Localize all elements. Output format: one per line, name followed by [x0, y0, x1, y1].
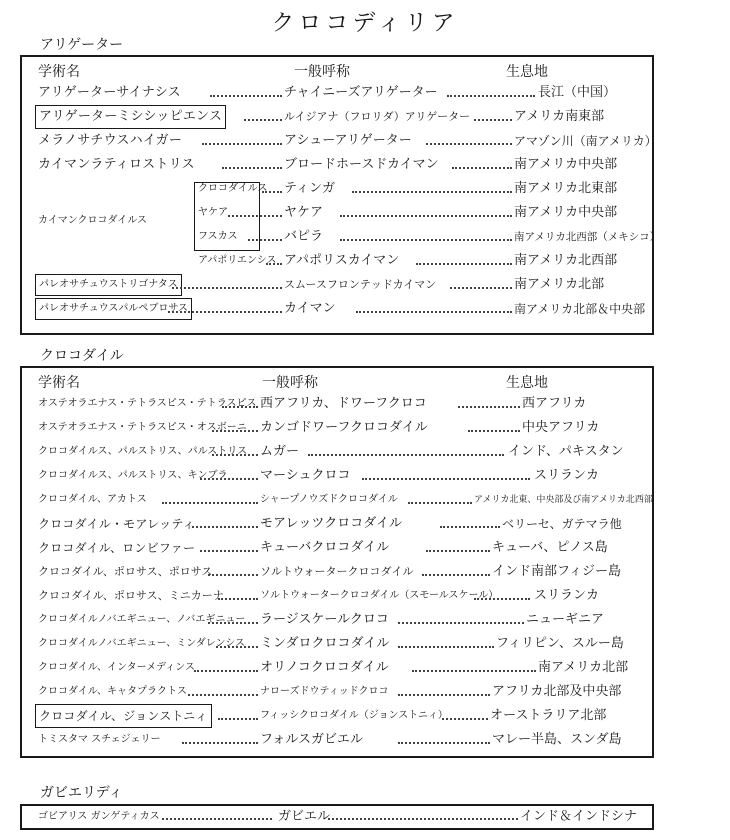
common-name: ルイジアナ（フロリダ）アリゲーター [284, 110, 471, 123]
table-row [22, 249, 656, 273]
common-name: アパポリスカイマン [284, 253, 400, 268]
dotted-leader [422, 574, 490, 576]
dotted-leader [200, 478, 258, 480]
common-name: ラージスケールクロコ [260, 612, 389, 627]
dotted-leader [458, 406, 520, 408]
dotted-leader [308, 454, 504, 456]
dotted-leader [266, 263, 282, 265]
section-title-gavial: ガビエリディ [40, 785, 123, 801]
scientific-name: クロコダイル・モアレッティ [38, 517, 195, 531]
dotted-leader [216, 646, 258, 648]
header-habitat: 生息地 [506, 64, 548, 80]
common-name: スムースフロンテッドカイマン [284, 278, 437, 291]
dotted-leader [188, 694, 258, 696]
section-title-alligator: アリゲーター [40, 37, 124, 53]
habitat: 西アフリカ [522, 396, 587, 411]
habitat: ニューギニア [526, 612, 605, 627]
habitat: アメリカ南東部 [514, 109, 605, 124]
crocodile-table [20, 366, 654, 758]
scientific-name: トミスタマ スチェジェリー [38, 734, 161, 745]
common-name: モアレッツクロコダイル [260, 516, 402, 531]
common-name: オリノコクロコダイル [260, 660, 389, 675]
dotted-leader [412, 670, 536, 672]
dotted-leader [248, 239, 282, 241]
scientific-name: クロコダイル、ジョンストニィ [35, 704, 212, 728]
common-name: フォルスガビエル [260, 732, 363, 747]
habitat: 南アメリカ北東部 [514, 181, 618, 196]
dotted-leader [398, 622, 524, 624]
dotted-leader [208, 574, 258, 576]
dotted-leader [340, 215, 512, 217]
dotted-leader [352, 191, 512, 193]
habitat: 南アメリカ北西部 [514, 253, 618, 268]
common-name: ガビエル [278, 809, 331, 824]
dotted-leader [210, 95, 282, 97]
habitat: 南アメリカ中央部 [514, 205, 618, 220]
dotted-leader [426, 143, 512, 145]
dotted-leader [172, 287, 282, 289]
habitat: インド南部フィジー島 [492, 564, 621, 579]
table-row [22, 105, 656, 129]
scientific-name: クロコダイルノバエギニュー、ミンダレンシス [38, 638, 245, 649]
common-name: アシューアリゲーター [284, 133, 412, 148]
common-name: チャイニーズアリゲーター [284, 85, 438, 100]
scientific-name: メラノサチウスハイガー [38, 133, 183, 148]
dotted-leader [202, 143, 282, 145]
dotted-leader [222, 167, 282, 169]
table-row [22, 177, 656, 201]
habitat: スリランカ [534, 468, 600, 483]
common-name: ヤケア [284, 205, 324, 220]
dotted-leader [416, 263, 512, 265]
table-row [22, 536, 656, 560]
common-name: カンゴドワーフクロコダイル [260, 420, 428, 435]
common-name: ブロードホースドカイマン [284, 157, 439, 172]
dotted-leader [426, 550, 490, 552]
page-title: クロコディリア [271, 10, 459, 36]
scientific-name: クロコダイル、キャタプラクトス [38, 686, 187, 697]
habitat: 南アメリカ北部 [514, 277, 605, 292]
scientific-name: クロコダイル、インターメディンス [38, 662, 195, 673]
scientific-name: クロコダイル、ロンビファー [38, 541, 196, 555]
dotted-leader [194, 670, 258, 672]
habitat: アマゾン川（南アメリカ） [514, 134, 657, 148]
table-row [22, 81, 656, 105]
subspecies-name: ヤケア [198, 207, 228, 218]
common-name: マーシュクロコ [260, 468, 351, 483]
habitat: オーストラリア北部 [490, 708, 607, 723]
dotted-leader [212, 430, 258, 432]
dotted-leader [218, 718, 258, 720]
habitat: 南アメリカ北部＆中央部 [514, 302, 646, 316]
common-name: カイマン [284, 301, 336, 316]
subspecies-name: フスカス [198, 231, 238, 242]
dotted-leader [162, 818, 272, 820]
table-row [22, 225, 661, 249]
header-habitat: 生息地 [506, 375, 548, 391]
dotted-leader [408, 502, 472, 504]
scientific-name: クロコダイルス、パルストリス、パルストリス [38, 446, 248, 457]
dotted-leader [168, 311, 282, 313]
dotted-leader [340, 239, 512, 241]
habitat: 長江（中国） [538, 85, 617, 100]
table-row [22, 680, 656, 704]
dotted-leader [356, 311, 512, 313]
dotted-leader [162, 502, 258, 504]
scientific-name: アリゲーターミシシッピエンス [35, 105, 226, 129]
habitat: キューバ、ピノス島 [492, 540, 608, 555]
common-name: ソルトウォータークロコダイル [260, 565, 414, 578]
table-row [22, 153, 656, 177]
group-label-caiman-crocodilus: カイマンクロコダイルス [38, 215, 147, 226]
common-name: ナローズドウティッドクロコ [260, 686, 389, 697]
dotted-leader [328, 818, 518, 820]
dotted-leader [398, 646, 494, 648]
dotted-leader [262, 191, 282, 193]
dotted-leader [200, 550, 258, 552]
scientific-name: クロコダイル、ポロサス、ポロサス [38, 565, 213, 578]
dotted-leader [442, 718, 488, 720]
section-title-crocodile: クロコダイル [40, 348, 124, 364]
alligator-table [20, 55, 661, 335]
table-row [22, 806, 656, 830]
dotted-leader [468, 430, 520, 432]
gavial-table [20, 804, 654, 830]
scientific-name: クロコダイルス、パルストリス、キンブラ [38, 470, 228, 481]
scientific-name: クロコダイル、アカトス [38, 494, 147, 505]
habitat: マレー半島、スンダ島 [492, 732, 622, 747]
scientific-name: オステオラエナス・テトラスピス・テトラスピス [38, 398, 257, 409]
header-scientific: 学術名 [38, 375, 80, 391]
habitat: 南アメリカ中央部 [514, 157, 618, 172]
scientific-name: ゴビアリス ガンゲティカス [38, 811, 160, 822]
common-name: 西アフリカ、ドワーフクロコ [260, 396, 427, 411]
dotted-leader [450, 287, 512, 289]
scientific-name: アリゲーターサイナシス [38, 85, 181, 100]
scientific-name: パレオサチュウストリゴナタス [35, 274, 182, 296]
table-row [22, 608, 656, 632]
common-name: フィッシクロコダイル（ジョンストニィ） [260, 710, 448, 721]
table-row [22, 632, 656, 656]
dotted-leader [398, 742, 490, 744]
table-row [22, 728, 656, 752]
table-row [22, 273, 656, 297]
scientific-name: オステオラエナス・テトラスピス・オスボーニ [38, 422, 247, 433]
dotted-leader [208, 622, 258, 624]
table-row [22, 440, 656, 464]
scientific-name: カイマンラティロストリス [38, 157, 195, 172]
dotted-leader [362, 478, 530, 480]
table-row [22, 297, 656, 321]
table-row [22, 488, 656, 512]
habitat: 南アメリカ北西部（メキシコ） [514, 231, 661, 243]
common-name: ティンガ [284, 181, 335, 196]
subspecies-name: アパポリエンシス [198, 255, 277, 266]
common-name: ムガー [260, 444, 300, 459]
table-row [22, 656, 656, 680]
table-row [22, 560, 656, 584]
dotted-leader [228, 215, 282, 217]
common-name: ソルトウォータークロコダイル（スモールスケール） [260, 590, 499, 601]
dotted-leader [398, 694, 490, 696]
common-name: シャープノウズドクロコダイル [260, 494, 398, 505]
dotted-leader [440, 526, 500, 528]
dotted-leader [222, 406, 258, 408]
habitat: 南アメリカ北部 [538, 660, 629, 675]
habitat: インド、パキスタン [508, 444, 624, 459]
table-row [22, 129, 656, 153]
habitat: スリランカ [534, 588, 600, 603]
dotted-leader [212, 454, 258, 456]
dotted-leader [447, 95, 535, 97]
common-name: キューバクロコダイル [260, 540, 390, 555]
table-row [22, 416, 656, 440]
dotted-leader [218, 598, 258, 600]
table-row [22, 512, 656, 536]
habitat: ベリーセ、ガテマラ他 [502, 517, 622, 531]
table-row [22, 201, 656, 225]
header-scientific: 学術名 [38, 64, 80, 80]
subspecies-name: クロコダイルス [198, 183, 268, 194]
scientific-name: クロコダイル、ポロサス、ミニカーナ [38, 589, 224, 602]
header-common: 一般呼称 [262, 375, 318, 391]
dotted-leader [244, 119, 282, 121]
dotted-leader [192, 526, 258, 528]
habitat: インド＆インドシナ [520, 809, 638, 824]
habitat: アメリカ北東、中央部及び南アメリカ北西部 [474, 495, 653, 505]
table-row [22, 392, 656, 416]
dotted-leader [474, 598, 530, 600]
table-row [22, 584, 656, 608]
habitat: 中央アフリカ [522, 420, 600, 435]
header-common: 一般呼称 [294, 64, 350, 80]
scientific-name: パレオサチュウスパルペブロサス [35, 298, 192, 320]
scientific-name: クロコダイルノバエギニュー、ノバエギニュー [38, 614, 246, 625]
habitat: アフリカ北部及中央部 [492, 684, 622, 699]
dotted-leader [452, 167, 512, 169]
common-name: ミンダロクロコダイル [260, 636, 390, 651]
table-row [22, 704, 656, 728]
habitat: フィリピン、スルー島 [496, 636, 624, 651]
table-row [22, 464, 656, 488]
dotted-leader [474, 119, 512, 121]
dotted-leader [182, 742, 258, 744]
common-name: バピラ [284, 229, 324, 244]
